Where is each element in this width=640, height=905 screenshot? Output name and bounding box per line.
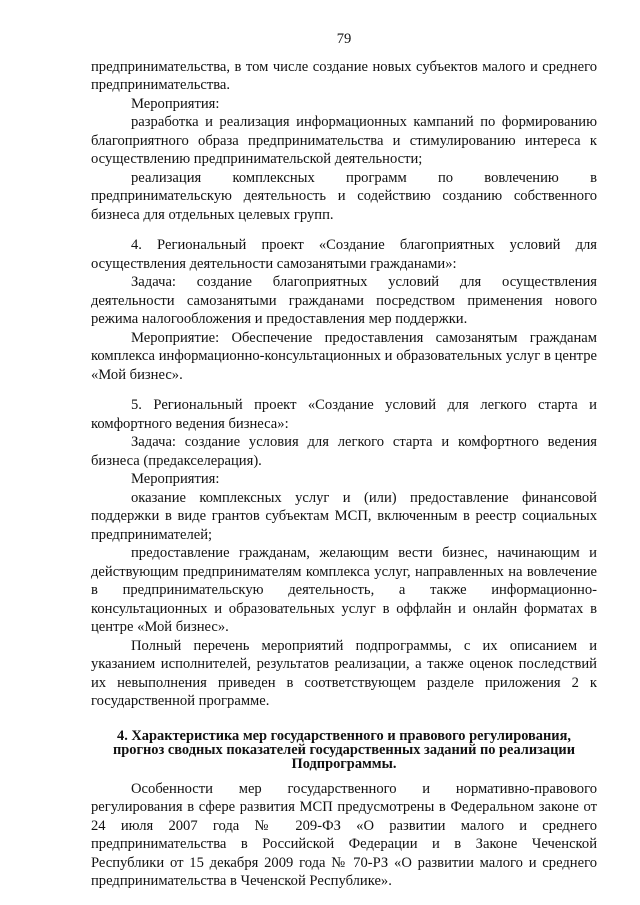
paragraph-grants: оказание комплексных услуг и (или) предоставление финансовой поддержки в виде грантов субъектам МСП, включенным в реестр социальных предпринимателей;: [91, 489, 597, 543]
paragraph-services: предоставление гражданам, желающим вести бизнес, начинающим и действующим предпринимателям комплекса услуг, направленных на вовлечение в предпринимательскую деятельность, а также информационно-консультационных и образовательных услуг в оффлайн и онлайн форматах в центре «Мой бизнес».: [91, 545, 597, 635]
paragraph-project-4-task: Задача: создание благоприятных условий для осуществления деятельности самозанятыми гражданами посредством применения нового режима налогообложения и предоставления мер поддержки.: [91, 274, 597, 327]
paragraph-project-5-measures-label: Мероприятия:: [131, 471, 220, 487]
paragraph-project-4: 4. Региональный проект «Создание благоприятных условий для осуществления деятельности самозанятыми гражданами»:: [91, 237, 597, 272]
paragraph-project-5-task: Задача: создание условия для легкого старта и комфортного ведения бизнеса (предакселерация).: [91, 434, 597, 469]
paragraph-full-list: Полный перечень мероприятий подпрограммы, с их описанием и указанием исполнителей, результатов реализации, а также оценок последствий их невыполнения приведен в соответствующем разделе приложения 2 к государственной программе.: [91, 637, 597, 709]
paragraph-regulation: Особенности мер государственного и нормативно-правового регулирования в сфере развития МСП предусмотрены в Федеральном законе от 24 июля 2007 года № 209-ФЗ «О развитии малого и среднего предпринимательства в Российской Федерации и в Законе Чеченской Республики от 15 декабря 2009 года № 70-РЗ «О развитии малого и среднего предпринимательства в Чеченской Республике».: [91, 780, 597, 889]
section-heading: 4. Характеристика мер государственного и правового регулирования, прогноз сводных показателей государственных заданий по реализации Подпрограммы.: [112, 727, 575, 772]
paragraph-project-5: 5. Региональный проект «Создание условий для легкого старта и комфортного ведения бизнеса»:: [91, 397, 597, 432]
paragraph-info-campaigns: разработка и реализация информационных кампаний по формированию благоприятного образа предпринимательства и стимулированию интереса к осуществлению предпринимательской деятельности;: [91, 114, 597, 167]
document-page: [91, 30, 597, 891]
paragraph-involvement-programs: реализация комплексных программ по вовлечению в предпринимательскую деятельность и содействию созданию собственного бизнеса для отдельных целевых групп.: [91, 169, 597, 223]
page-number: 79: [336, 31, 352, 47]
paragraph-intro-continuation: предпринимательства, в том числе создание новых субъектов малого и среднего предпринимательства.: [91, 58, 597, 93]
paragraph-project-4-measure: Мероприятие: Обеспечение предоставления самозанятым гражданам комплекса информационно-консультационных и образовательных услуг в центре «Мой бизнес».: [91, 329, 597, 383]
paragraph-measures-label: Мероприятия:: [131, 95, 220, 112]
